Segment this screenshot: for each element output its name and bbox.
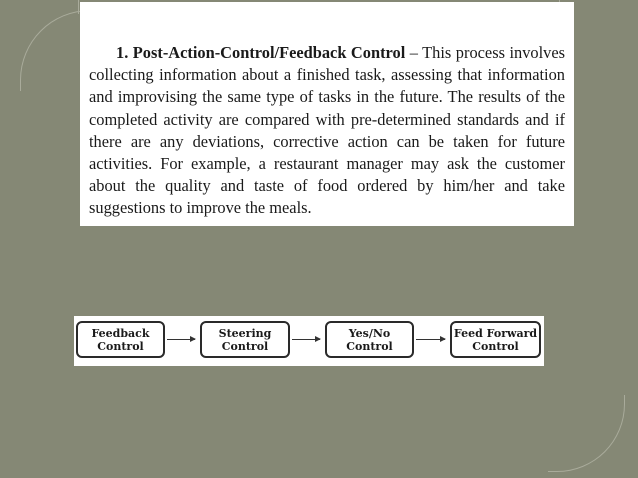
node-line1: Yes/No (348, 326, 391, 340)
arrow-icon (292, 339, 320, 340)
decorative-frame-curve-bottom-right (548, 395, 625, 472)
node-line1: Feed Forward (453, 326, 538, 340)
control-flow-diagram (74, 316, 544, 366)
paragraph (89, 42, 565, 220)
node-line2: Control (472, 339, 519, 353)
paragraph-body: This process involves collecting information about a finished task, assessing that information and improvising the same type of tasks in the future. The results of the completed activity are compared with pre-determined standards and if there are any deviations, corrective action can be taken for future activities. For example, a restaurant manager may ask the customer about the quality and taste of food ordered by him/her and take suggestions to improve the meals. (89, 43, 565, 218)
node-line1: Feedback (91, 326, 150, 340)
diagram-node-yes-no-control (325, 321, 414, 358)
arrow-icon (167, 339, 195, 340)
diagram-node-feedback-control (76, 321, 165, 358)
diagram-node-steering-control (200, 321, 290, 358)
node-line1: Steering (218, 326, 272, 340)
heading-dash: – (405, 43, 423, 62)
node-line2: Control (346, 339, 393, 353)
diagram-node-feed-forward-control (450, 321, 541, 358)
arrow-icon (416, 339, 445, 340)
node-line2: Control (97, 339, 144, 353)
paragraph-heading: 1. Post-Action-Control/Feedback Control (116, 43, 406, 62)
text-box (80, 2, 574, 226)
node-line2: Control (221, 339, 269, 353)
